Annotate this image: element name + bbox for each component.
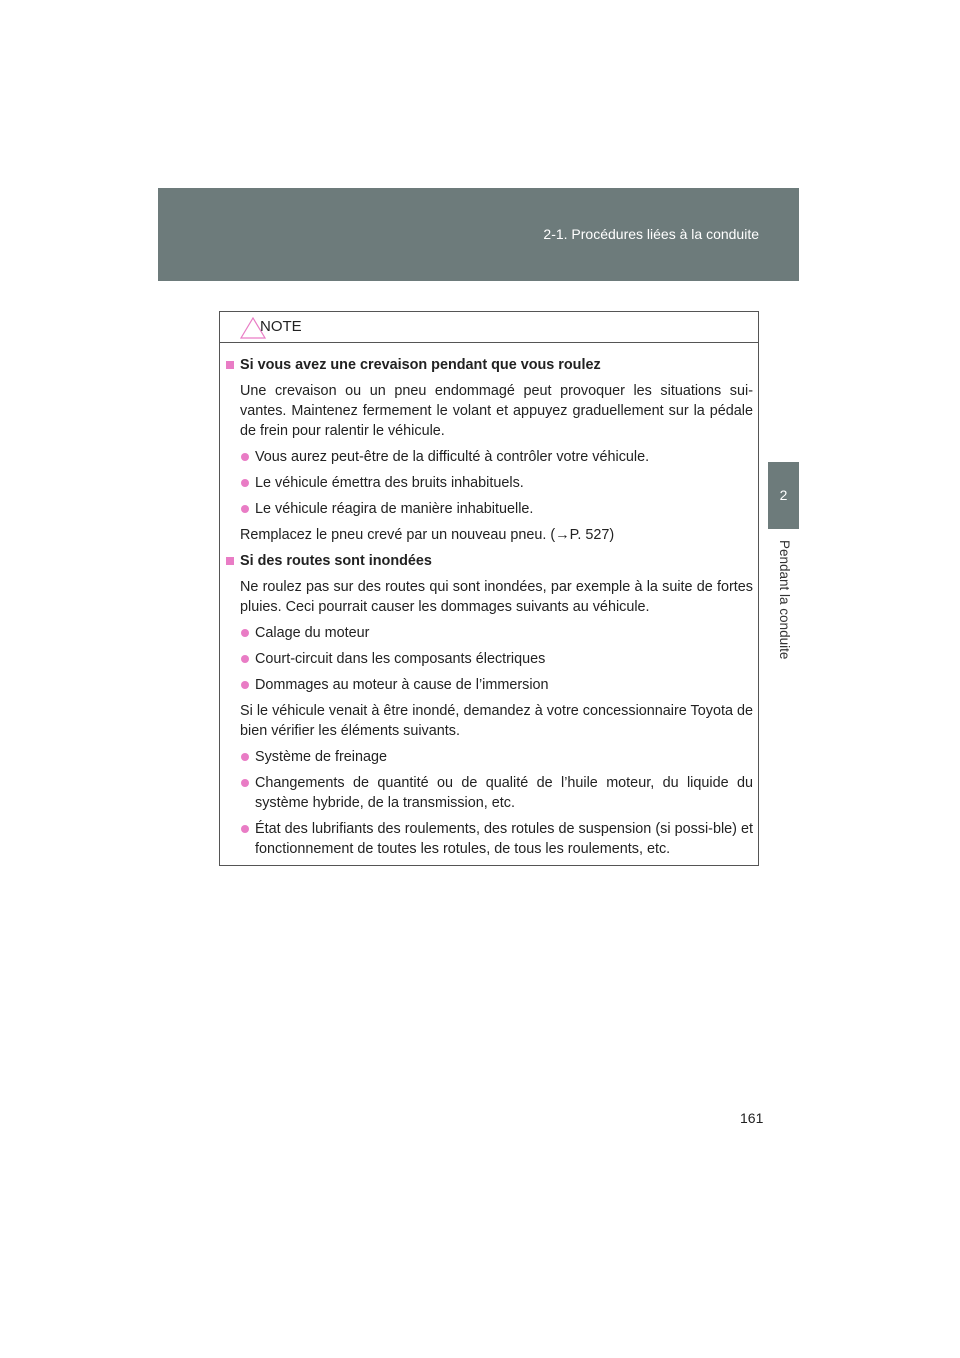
dot-bullet-icon: [241, 655, 249, 663]
page-number: 161: [740, 1110, 764, 1126]
list-item: État des lubrifiants des roulements, des rotules de suspension (si possi-ble) et fonctionnement de toutes les rotules, de tous les roulements, etc.: [240, 819, 753, 859]
list-item: Court-circuit dans les composants électriques: [240, 649, 753, 669]
dot-bullet-icon: [241, 681, 249, 689]
list-item: Le véhicule émettra des bruits inhabituels.: [240, 473, 753, 493]
note-header: [220, 312, 758, 343]
chapter-number: 2: [779, 487, 788, 503]
section-heading: Si des routes sont inondées: [225, 551, 753, 571]
list-item: Vous aurez peut-être de la difficulté à contrôler votre véhicule.: [240, 447, 753, 467]
section-heading: Si vous avez une crevaison pendant que vous roulez: [225, 355, 753, 375]
square-bullet-icon: [226, 361, 234, 369]
paragraph: Remplacez le pneu crevé par un nouveau pneu. (→P. 527): [240, 527, 615, 543]
dot-bullet-icon: [241, 505, 249, 513]
square-bullet-icon: [226, 557, 234, 565]
dot-bullet-icon: [241, 825, 249, 833]
section-title: 2-1. Procédures liées à la conduite: [543, 226, 759, 242]
paragraph: Si le véhicule venait à être inondé, demandez à votre concessionnaire Toyota de bien vérifier les éléments suivants.: [240, 703, 753, 739]
note-body: [220, 343, 758, 859]
dot-bullet-icon: [241, 753, 249, 761]
dot-bullet-icon: [241, 779, 249, 787]
note-box: [219, 311, 759, 866]
chapter-label: Pendant la conduite: [777, 540, 792, 660]
list-item: Calage du moteur: [240, 623, 753, 643]
dot-bullet-icon: [241, 479, 249, 487]
paragraph: Une crevaison ou un pneu endommagé peut provoquer les situations sui-vantes. Maintenez fermement le volant et appuyez graduellement sur la pédale de frein pour ralentir le véhicule.: [240, 383, 753, 439]
dot-bullet-icon: [241, 453, 249, 461]
paragraph: Ne roulez pas sur des routes qui sont inondées, par exemple à la suite de fortes pluies. Ceci pourrait causer les dommages suivants au véhicule.: [240, 579, 753, 615]
list-item: Le véhicule réagira de manière inhabituelle.: [240, 499, 753, 519]
list-item: Dommages au moteur à cause de l’immersion: [240, 675, 753, 695]
header-band: [158, 188, 799, 281]
list-item: Changements de quantité ou de qualité de l’huile moteur, du liquide du système hybride, de la transmission, etc.: [240, 773, 753, 813]
list-item: Système de freinage: [240, 747, 753, 767]
dot-bullet-icon: [241, 629, 249, 637]
chapter-tab: [768, 462, 799, 529]
note-label: NOTE: [260, 318, 302, 335]
